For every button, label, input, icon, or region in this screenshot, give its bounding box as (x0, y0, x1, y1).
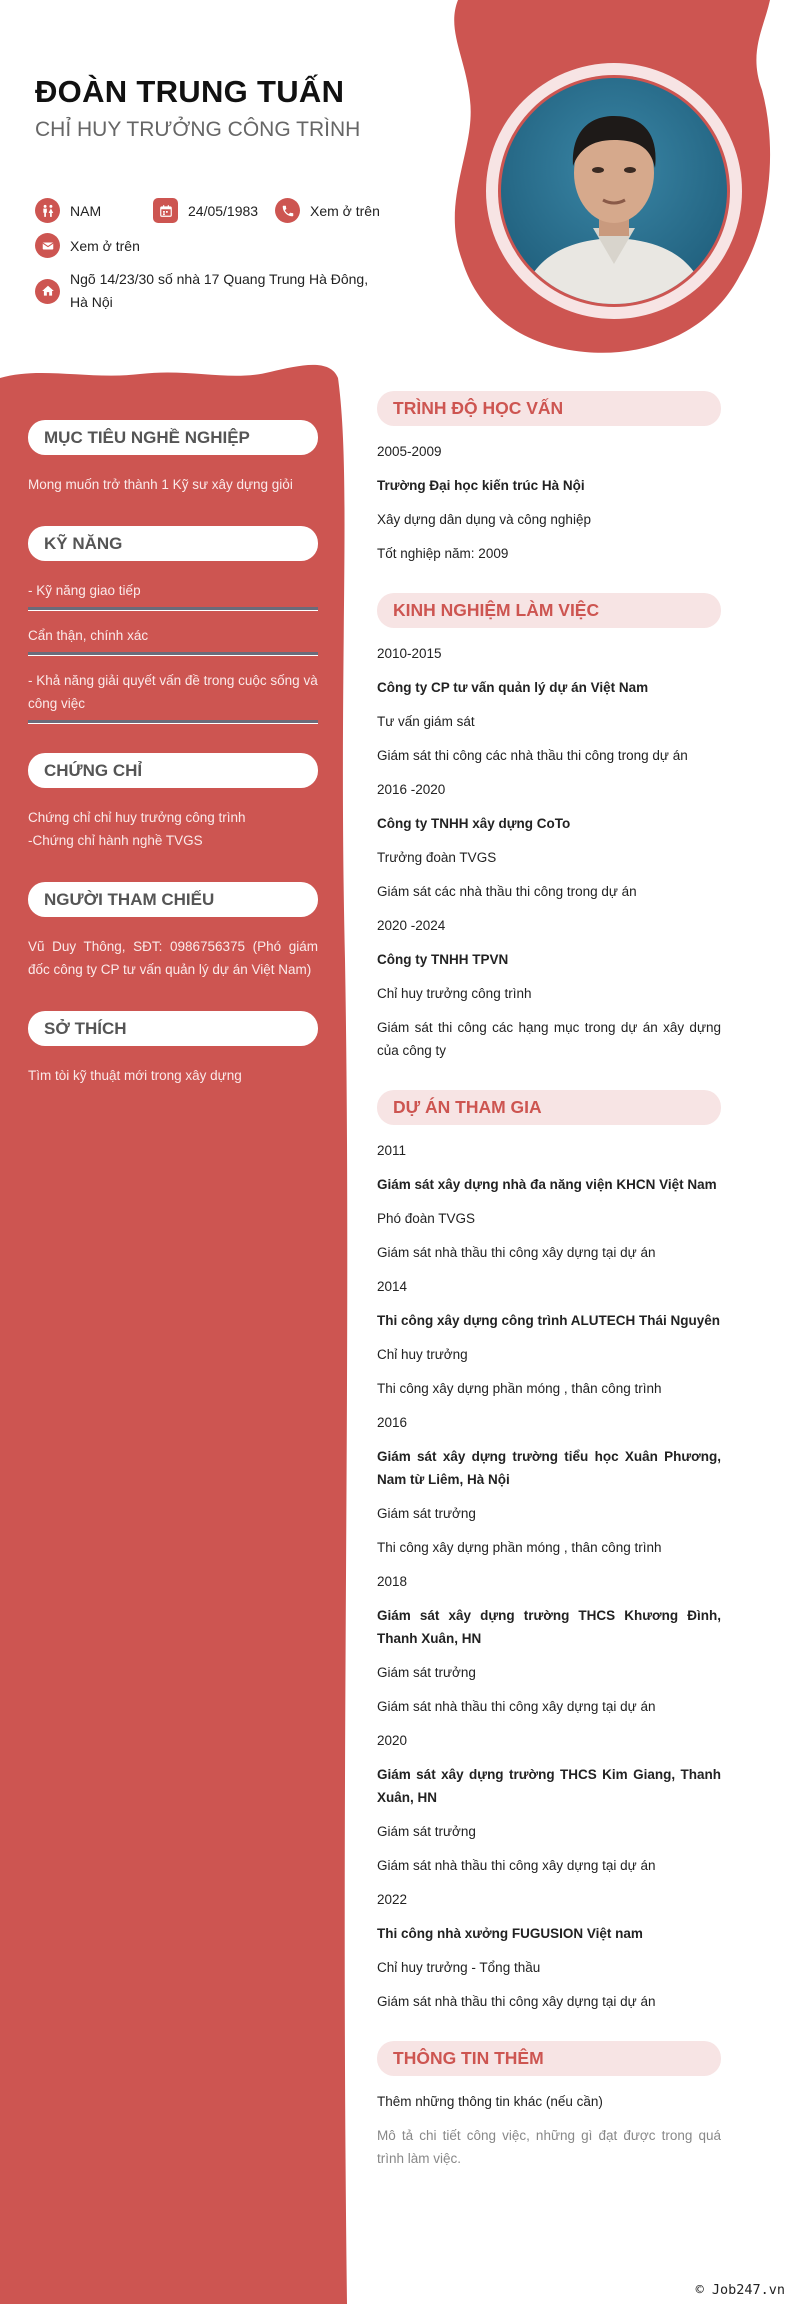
project-year: 2016 (377, 1415, 408, 1430)
project-role: Chỉ huy trưởng - Tổng thầu (377, 1960, 541, 1975)
calendar-icon (153, 198, 178, 223)
certificates-section (28, 753, 318, 852)
experience-entry (377, 642, 721, 767)
experience-company: Công ty TNHH TPVN (377, 952, 509, 967)
dob-value: 24/05/1983 (188, 202, 259, 219)
experience-company: Công ty TNHH xây dựng CoTo (377, 816, 571, 831)
project-name: Thi công nhà xưởng FUGUSION Việt nam (377, 1926, 643, 1941)
cv-header (0, 0, 800, 370)
project-desc: Giám sát nhà thầu thi công xây dựng tại dự án (377, 1858, 656, 1873)
skills-section (28, 526, 318, 723)
project-name: Giám sát xây dựng trường THCS Kim Giang, Thanh Xuân, HN (377, 1767, 721, 1805)
gender-value: NAM (70, 202, 102, 219)
experience-role: Trưởng đoàn TVGS (377, 850, 497, 865)
candidate-name: ĐOÀN TRUNG TUẤN (35, 74, 345, 109)
project-year: 2011 (377, 1143, 407, 1158)
certificates-heading: CHỨNG CHỈ (28, 753, 318, 788)
project-entry (377, 1139, 721, 1264)
project-role: Giám sát trưởng (377, 1665, 476, 1680)
home-icon (35, 279, 60, 304)
hobbies-heading: SỞ THÍCH (28, 1011, 318, 1046)
experience-desc: Giám sát các nhà thầu thi công trong dự án (377, 884, 637, 899)
footer-brand[interactable]: © Job247.vn (695, 2282, 785, 2298)
gender-icon (35, 198, 60, 223)
experience-role: Chỉ huy trưởng công trình (377, 986, 532, 1001)
experience-heading: KINH NGHIỆM LÀM VIỆC (377, 593, 721, 628)
experience-desc: Giám sát thi công các nhà thầu thi công trong dự án (377, 748, 688, 763)
education-school: Trường Đại học kiến trúc Hà Nội (377, 478, 585, 493)
experience-period: 2010-2015 (377, 646, 442, 661)
project-entry (377, 1888, 721, 2013)
objective-section (28, 420, 318, 496)
experience-period: 2020 -2024 (377, 918, 446, 933)
experience-entry (377, 778, 721, 903)
additional-line: Thêm những thông tin khác (nếu cần) (377, 2094, 603, 2109)
project-name: Giám sát xây dựng nhà đa năng viện KHCN Việt Nam (377, 1177, 717, 1192)
project-role: Giám sát trưởng (377, 1506, 476, 1521)
hobbies-text: Tìm tòi kỹ thuật mới trong xây dựng (28, 1068, 242, 1083)
skill-item: Cẩn thận, chính xác (28, 624, 318, 655)
project-entry (377, 1275, 721, 1400)
project-year: 2020 (377, 1733, 408, 1748)
projects-heading: DỰ ÁN THAM GIA (377, 1090, 721, 1125)
project-desc: Giám sát nhà thầu thi công xây dựng tại dự án (377, 1699, 656, 1714)
project-year: 2014 (377, 1279, 408, 1294)
email-icon (35, 233, 60, 258)
project-entry (377, 1411, 721, 1559)
education-major: Xây dựng dân dụng và công nghiệp (377, 512, 591, 527)
additional-heading: THÔNG TIN THÊM (377, 2041, 721, 2076)
gender-row (35, 198, 101, 223)
skills-heading: KỸ NĂNG (28, 526, 318, 561)
project-entry (377, 1729, 721, 1877)
project-desc: Thi công xây dựng phần móng , thân công trình (377, 1540, 662, 1555)
education-period: 2005-2009 (377, 444, 442, 459)
project-year: 2022 (377, 1892, 408, 1907)
hobbies-section (28, 1011, 318, 1087)
references-heading: NGƯỜI THAM CHIẾU (28, 882, 318, 917)
education-note: Tốt nghiệp năm: 2009 (377, 546, 509, 561)
sidebar (28, 420, 318, 1117)
project-name: Giám sát xây dựng trường tiểu học Xuân Phương, Nam từ Liêm, Hà Nội (377, 1449, 721, 1487)
phone-row (275, 198, 380, 223)
project-name: Thi công xây dựng công trình ALUTECH Thái Nguyên (377, 1313, 721, 1328)
references-section (28, 882, 318, 981)
avatar (501, 78, 727, 304)
project-role: Giám sát trưởng (377, 1824, 476, 1839)
avatar-frame (486, 63, 742, 319)
email-value: Xem ở trên (70, 237, 140, 254)
project-role: Phó đoàn TVGS (377, 1211, 476, 1226)
phone-value: Xem ở trên (310, 202, 380, 219)
projects-section (377, 1090, 721, 2013)
address-value: Ngõ 14/23/30 số nhà 17 Quang Trung Hà Đông, Hà Nội (70, 271, 369, 310)
skill-item: - Kỹ năng giao tiếp (28, 579, 318, 610)
experience-desc: Giám sát thi công các hạng mục trong dự án xây dựng của công ty (377, 1020, 721, 1058)
education-section (377, 391, 721, 565)
project-desc: Giám sát nhà thầu thi công xây dựng tại dự án (377, 1994, 656, 2009)
dob-row (153, 198, 258, 223)
address-row (35, 268, 380, 314)
education-heading: TRÌNH ĐỘ HỌC VẤN (377, 391, 721, 426)
experience-section (377, 593, 721, 1062)
experience-company: Công ty CP tư vấn quản lý dự án Việt Nam (377, 680, 649, 695)
project-desc: Giám sát nhà thầu thi công xây dựng tại dự án (377, 1245, 656, 1260)
candidate-title: CHỈ HUY TRƯỞNG CÔNG TRÌNH (35, 118, 361, 141)
phone-icon (275, 198, 300, 223)
project-entry (377, 1570, 721, 1718)
references-text: Vũ Duy Thông, SĐT: 0986756375 (Phó giám đốc công ty CP tư vấn quản lý dự án Việt Nam) (28, 939, 318, 977)
additional-description: Mô tả chi tiết công việc, những gì đạt được trong quá trình làm việc. (377, 2128, 721, 2166)
additional-section (377, 2041, 721, 2170)
project-year: 2018 (377, 1574, 408, 1589)
experience-entry (377, 914, 721, 1062)
main-column (377, 391, 721, 2198)
certificate-line: -Chứng chỉ hành nghề TVGS (28, 833, 203, 848)
objective-heading: MỤC TIÊU NGHỀ NGHIỆP (28, 420, 318, 455)
project-role: Chỉ huy trưởng (377, 1347, 468, 1362)
experience-role: Tư vấn giám sát (377, 714, 475, 729)
project-desc: Thi công xây dựng phần móng , thân công trình (377, 1381, 662, 1396)
certificate-line: Chứng chỉ chỉ huy trưởng công trình (28, 810, 246, 825)
objective-text: Mong muốn trở thành 1 Kỹ sư xây dựng giỏi (28, 477, 293, 492)
experience-period: 2016 -2020 (377, 782, 446, 797)
project-name: Giám sát xây dựng trường THCS Khương Đình, Thanh Xuân, HN (377, 1608, 721, 1646)
email-row (35, 233, 140, 258)
skill-item: - Khả năng giải quyết vấn đề trong cuộc sống và công việc (28, 669, 318, 723)
